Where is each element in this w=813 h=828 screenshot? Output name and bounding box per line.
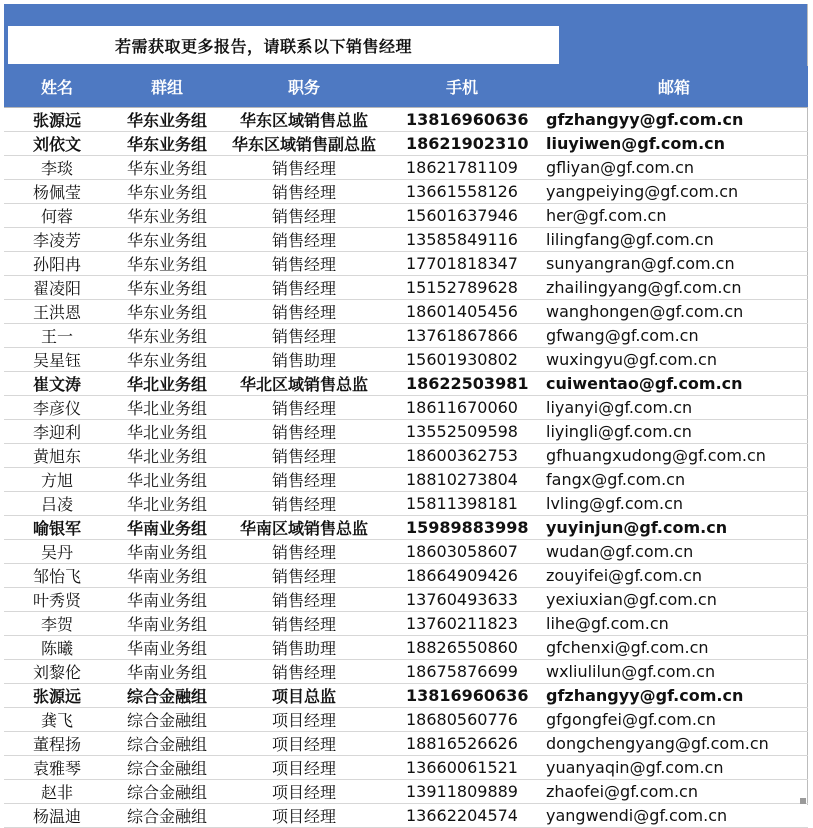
table-row: [4, 564, 808, 588]
cell-name: 李凌芳: [4, 228, 110, 252]
cell-name: 王洪恩: [4, 300, 110, 324]
cell-name: 王一: [4, 324, 110, 348]
cell-phone: 13761867866: [384, 324, 540, 348]
cell-title: 销售经理: [224, 420, 384, 444]
column-header-name: 姓名: [4, 66, 110, 108]
cell-title: 销售助理: [224, 348, 384, 372]
page-title: 若需获取更多报告，请联系以下销售经理: [114, 36, 412, 56]
table-row: [4, 228, 808, 252]
cell-title: 销售经理: [224, 276, 384, 300]
cell-group: 华北业务组: [110, 492, 224, 516]
cell-phone: 18601405456: [384, 300, 540, 324]
cell-title: 销售经理: [224, 300, 384, 324]
cell-group: 综合金融组: [110, 804, 224, 828]
cell-name: 李迎利: [4, 420, 110, 444]
table-row: [4, 804, 808, 828]
cell-phone: 18664909426: [384, 564, 540, 588]
cell-title: 销售经理: [224, 180, 384, 204]
cell-name: 袁雅琴: [4, 756, 110, 780]
cell-group: 华东业务组: [110, 300, 224, 324]
cell-email: dongchengyang@gf.com.cn: [540, 732, 808, 756]
cell-name: 杨佩莹: [4, 180, 110, 204]
cell-group: 华南业务组: [110, 636, 224, 660]
cell-name: 董程扬: [4, 732, 110, 756]
cell-name: 吴星钰: [4, 348, 110, 372]
cell-title: 销售经理: [224, 660, 384, 684]
cell-email: gfzhangyy@gf.com.cn: [540, 108, 808, 132]
cell-title: 销售助理: [224, 636, 384, 660]
resize-handle: [800, 798, 806, 804]
cell-email: gfliyan@gf.com.cn: [540, 156, 808, 180]
table-row: [4, 780, 808, 804]
cell-email: yangpeiying@gf.com.cn: [540, 180, 808, 204]
cell-phone: 13760493633: [384, 588, 540, 612]
cell-group: 华南业务组: [110, 660, 224, 684]
cell-phone: 15601930802: [384, 348, 540, 372]
cell-email: gfzhangyy@gf.com.cn: [540, 684, 808, 708]
table-row: [4, 396, 808, 420]
cell-email: gfgongfei@gf.com.cn: [540, 708, 808, 732]
cell-email: yuanyaqin@gf.com.cn: [540, 756, 808, 780]
table-row: [4, 684, 808, 708]
cell-group: 华南业务组: [110, 516, 224, 540]
cell-email: zhailingyang@gf.com.cn: [540, 276, 808, 300]
table-row: [4, 348, 808, 372]
cell-group: 华南业务组: [110, 612, 224, 636]
cell-email: wxliulilun@gf.com.cn: [540, 660, 808, 684]
cell-title: 销售经理: [224, 324, 384, 348]
cell-name: 李琰: [4, 156, 110, 180]
cell-phone: 15989883998: [384, 516, 540, 540]
table-row: [4, 468, 808, 492]
cell-email: liyingli@gf.com.cn: [540, 420, 808, 444]
cell-title: 销售经理: [224, 564, 384, 588]
cell-group: 综合金融组: [110, 708, 224, 732]
cell-group: 综合金融组: [110, 780, 224, 804]
cell-phone: 13660061521: [384, 756, 540, 780]
table-row: [4, 324, 808, 348]
table-row: [4, 156, 808, 180]
cell-phone: 18621902310: [384, 132, 540, 156]
cell-title: 华东区域销售副总监: [224, 132, 384, 156]
cell-email: zhaofei@gf.com.cn: [540, 780, 808, 804]
cell-email: lihe@gf.com.cn: [540, 612, 808, 636]
cell-email: sunyangran@gf.com.cn: [540, 252, 808, 276]
table-row: [4, 612, 808, 636]
cell-title: 销售经理: [224, 252, 384, 276]
table-row: [4, 132, 808, 156]
cell-email: wudan@gf.com.cn: [540, 540, 808, 564]
cell-phone: 18680560776: [384, 708, 540, 732]
cell-group: 华东业务组: [110, 204, 224, 228]
cell-phone: 18675876699: [384, 660, 540, 684]
cell-group: 华北业务组: [110, 420, 224, 444]
cell-name: 邹怡飞: [4, 564, 110, 588]
cell-name: 李贺: [4, 612, 110, 636]
cell-name: 刘依文: [4, 132, 110, 156]
table-row: [4, 732, 808, 756]
table-row: [4, 372, 808, 396]
cell-phone: 15601637946: [384, 204, 540, 228]
cell-title: 销售经理: [224, 204, 384, 228]
cell-phone: 13911809889: [384, 780, 540, 804]
cell-name: 吴丹: [4, 540, 110, 564]
cell-title: 项目经理: [224, 780, 384, 804]
cell-title: 销售经理: [224, 228, 384, 252]
cell-phone: 18621781109: [384, 156, 540, 180]
cell-email: gfwang@gf.com.cn: [540, 324, 808, 348]
cell-title: 项目经理: [224, 732, 384, 756]
cell-phone: 13585849116: [384, 228, 540, 252]
cell-email: wanghongen@gf.com.cn: [540, 300, 808, 324]
cell-name: 黄旭东: [4, 444, 110, 468]
column-header-title: 职务: [224, 66, 384, 108]
title-box: [8, 26, 559, 64]
table-row: [4, 636, 808, 660]
cell-title: 销售经理: [224, 468, 384, 492]
cell-group: 华北业务组: [110, 444, 224, 468]
cell-phone: 18826550860: [384, 636, 540, 660]
cell-email: yangwendi@gf.com.cn: [540, 804, 808, 828]
cell-title: 销售经理: [224, 612, 384, 636]
cell-phone: 18816526626: [384, 732, 540, 756]
cell-phone: 18611670060: [384, 396, 540, 420]
column-header-group: 群组: [110, 66, 224, 108]
cell-email: gfchenxi@gf.com.cn: [540, 636, 808, 660]
table-row: [4, 300, 808, 324]
contacts-table: [4, 66, 808, 828]
cell-phone: 18622503981: [384, 372, 540, 396]
cell-title: 华北区域销售总监: [224, 372, 384, 396]
cell-name: 叶秀贤: [4, 588, 110, 612]
cell-title: 销售经理: [224, 396, 384, 420]
table-row: [4, 588, 808, 612]
table-row: [4, 276, 808, 300]
cell-name: 喻银军: [4, 516, 110, 540]
cell-name: 赵非: [4, 780, 110, 804]
cell-phone: 13662204574: [384, 804, 540, 828]
cell-name: 陈曦: [4, 636, 110, 660]
cell-email: liuyiwen@gf.com.cn: [540, 132, 808, 156]
cell-group: 华北业务组: [110, 468, 224, 492]
cell-title: 项目经理: [224, 804, 384, 828]
table-row: [4, 492, 808, 516]
cell-name: 吕凌: [4, 492, 110, 516]
table-row: [4, 708, 808, 732]
table-row: [4, 108, 808, 132]
cell-title: 项目经理: [224, 756, 384, 780]
cell-email: fangx@gf.com.cn: [540, 468, 808, 492]
cell-email: yuyinjun@gf.com.cn: [540, 516, 808, 540]
cell-title: 华东区域销售总监: [224, 108, 384, 132]
cell-group: 综合金融组: [110, 756, 224, 780]
cell-name: 张源远: [4, 108, 110, 132]
cell-group: 华东业务组: [110, 180, 224, 204]
cell-name: 龚飞: [4, 708, 110, 732]
table-row: [4, 660, 808, 684]
cell-group: 华东业务组: [110, 132, 224, 156]
cell-email: yexiuxian@gf.com.cn: [540, 588, 808, 612]
cell-phone: 13816960636: [384, 684, 540, 708]
cell-title: 项目总监: [224, 684, 384, 708]
cell-name: 何蓉: [4, 204, 110, 228]
cell-email: her@gf.com.cn: [540, 204, 808, 228]
cell-phone: 15152789628: [384, 276, 540, 300]
cell-group: 华南业务组: [110, 588, 224, 612]
cell-group: 华北业务组: [110, 396, 224, 420]
cell-phone: 17701818347: [384, 252, 540, 276]
column-header-email: 邮箱: [540, 66, 808, 108]
cell-name: 孙阳冉: [4, 252, 110, 276]
table-row: [4, 756, 808, 780]
cell-email: lilingfang@gf.com.cn: [540, 228, 808, 252]
cell-group: 综合金融组: [110, 684, 224, 708]
cell-group: 华北业务组: [110, 372, 224, 396]
cell-name: 翟凌阳: [4, 276, 110, 300]
cell-name: 刘黎伦: [4, 660, 110, 684]
table-row: [4, 180, 808, 204]
cell-name: 张源远: [4, 684, 110, 708]
column-header-phone: 手机: [384, 66, 540, 108]
cell-phone: 18810273804: [384, 468, 540, 492]
cell-email: lvling@gf.com.cn: [540, 492, 808, 516]
cell-email: liyanyi@gf.com.cn: [540, 396, 808, 420]
cell-phone: 18600362753: [384, 444, 540, 468]
cell-group: 华南业务组: [110, 564, 224, 588]
table-row: [4, 516, 808, 540]
cell-group: 华东业务组: [110, 228, 224, 252]
cell-title: 销售经理: [224, 492, 384, 516]
cell-group: 华东业务组: [110, 324, 224, 348]
cell-phone: 13661558126: [384, 180, 540, 204]
table-row: [4, 540, 808, 564]
cell-group: 华东业务组: [110, 252, 224, 276]
cell-email: wuxingyu@gf.com.cn: [540, 348, 808, 372]
cell-title: 华南区域销售总监: [224, 516, 384, 540]
table-header-row: [4, 66, 808, 108]
cell-phone: 13552509598: [384, 420, 540, 444]
cell-title: 项目经理: [224, 708, 384, 732]
cell-name: 杨温迪: [4, 804, 110, 828]
cell-title: 销售经理: [224, 156, 384, 180]
cell-email: cuiwentao@gf.com.cn: [540, 372, 808, 396]
cell-title: 销售经理: [224, 588, 384, 612]
cell-phone: 15811398181: [384, 492, 540, 516]
cell-group: 综合金融组: [110, 732, 224, 756]
cell-name: 崔文涛: [4, 372, 110, 396]
cell-name: 方旭: [4, 468, 110, 492]
cell-phone: 13816960636: [384, 108, 540, 132]
cell-email: zouyifei@gf.com.cn: [540, 564, 808, 588]
cell-group: 华东业务组: [110, 108, 224, 132]
table-row: [4, 252, 808, 276]
cell-group: 华东业务组: [110, 156, 224, 180]
table-row: [4, 420, 808, 444]
cell-group: 华东业务组: [110, 348, 224, 372]
table-row: [4, 444, 808, 468]
cell-name: 李彦仪: [4, 396, 110, 420]
cell-phone: 18603058607: [384, 540, 540, 564]
cell-title: 销售经理: [224, 444, 384, 468]
cell-phone: 13760211823: [384, 612, 540, 636]
cell-group: 华南业务组: [110, 540, 224, 564]
cell-title: 销售经理: [224, 540, 384, 564]
cell-group: 华东业务组: [110, 276, 224, 300]
cell-email: gfhuangxudong@gf.com.cn: [540, 444, 808, 468]
table-row: [4, 204, 808, 228]
